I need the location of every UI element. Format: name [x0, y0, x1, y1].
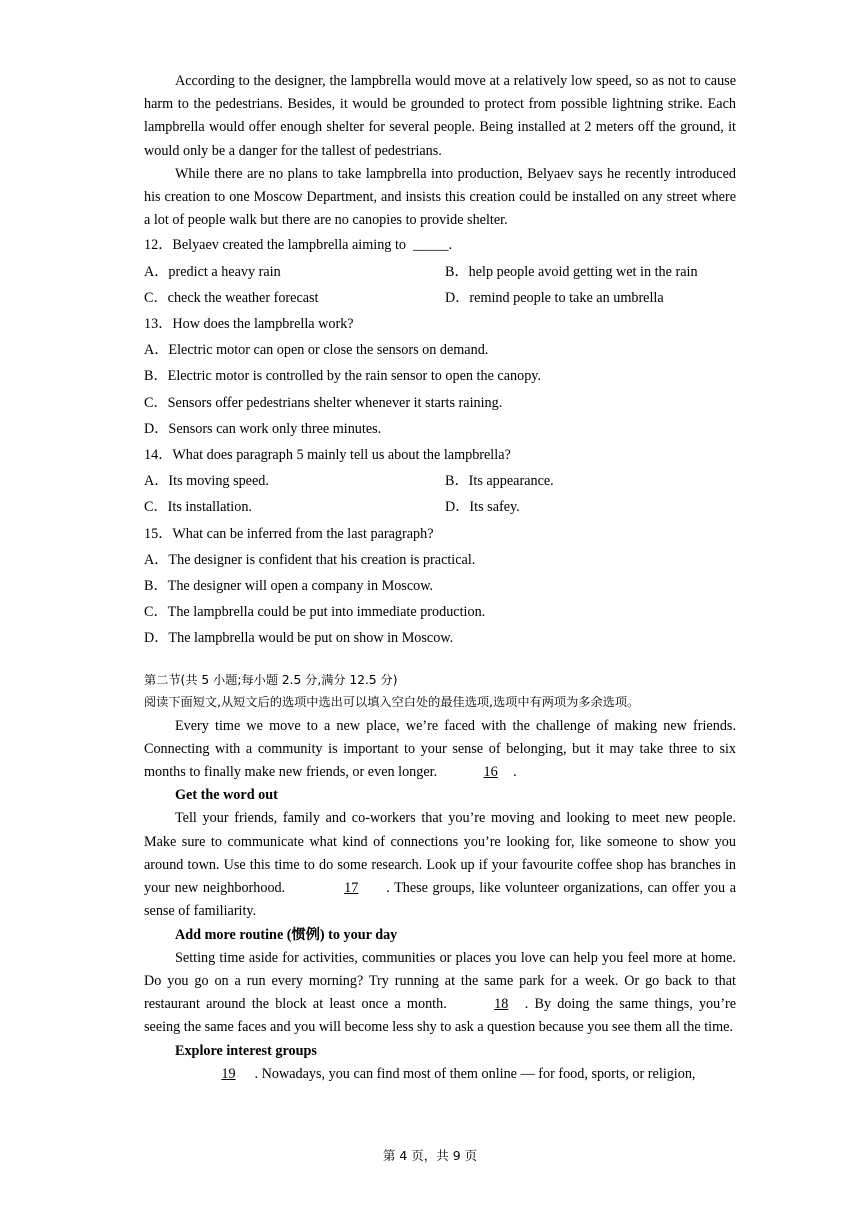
reading-paragraph: While there are no plans to take lampbrella into production, Belyaev says he recently introduced his creation to one Moscow Department, and insists this creation could be installed on any street where a lot of people walk but there are no canopies to provide shelter. — [144, 165, 736, 229]
section-title: 第二节(共 5 小题;每小题 2.5 分,满分 12.5 分) — [144, 672, 398, 687]
option-b: B．Electric motor is controlled by the rain sensor to open the canopy. — [144, 368, 542, 385]
intro-end: . — [513, 764, 517, 781]
blank-16: 16 — [483, 764, 498, 781]
option-d: D．remind people to take an umbrella — [445, 289, 664, 306]
option-c: C．check the weather forecast — [144, 289, 319, 306]
option-b: B．help people avoid getting wet in the rain — [445, 263, 698, 280]
blank-19: 19 — [221, 1065, 236, 1082]
blank-18: 18 — [494, 996, 509, 1013]
option-d: D．Sensors can work only three minutes. — [144, 420, 382, 437]
page-footer: 第 4 页，共 9 页 — [382, 1148, 478, 1163]
paragraph-text: Setting time aside for activities, communities or places you love can help you feel more at home. Do you go on a run every morning? Try running at the same park for a week. Or go back to that restaurant around the block at least once a month. — [144, 949, 736, 1013]
option-a: A．predict a heavy rain — [144, 263, 281, 280]
option-row — [144, 259, 736, 285]
option-c: C．Sensors offer pedestrians shelter whenever it starts raining. — [144, 394, 503, 411]
section-instruction: 阅读下面短文,从短文后的选项中选出可以填入空白处的最佳选项,选项中有两项为多余选项。 — [144, 694, 640, 709]
intro-text: Every time we move to a new place, we’re faced with the challenge of making new friends. Connecting with a community is important to your sense of belonging, but it may take three to six months to finally make new friends, or even longer. — [144, 717, 736, 781]
paragraph-add-routine — [144, 947, 736, 1040]
paragraph-text: Tell your friends, family and co-workers that you’re moving and looking to meet new people. Make sure to communicate what kind of connections you’re looking for, like someone to show you around town. Use this time to do some research. Look up if your favourite coffee shop has branches in your new neighborhood. — [144, 810, 736, 897]
question-stem: 12．Belyaev created the lampbrella aiming to _____. — [144, 237, 453, 254]
section-2 — [144, 669, 736, 1086]
reading-paragraph: According to the designer, the lampbrella would move at a relatively low speed, so as not to cause harm to the pedestrians. Besides, it would be grounded to protect from possible lightning strike. Each lampbrella would offer enough shelter for several people. Being installed at 2 meters off the ground, it would only be a danger for the tallest of pedestrians. — [144, 73, 736, 159]
question-12 — [144, 232, 736, 311]
question-14 — [144, 442, 736, 521]
subheading-get-the-word-out: Get the word out — [175, 787, 278, 804]
question-13 — [144, 311, 736, 442]
option-row — [144, 468, 736, 494]
paragraph-text: . These groups, like volunteer organizations, can offer you a sense of familiarity. — [144, 880, 736, 920]
question-15 — [144, 521, 736, 652]
option-d: D．The lampbrella would be put on show in Moscow. — [144, 630, 454, 647]
paragraph-text: . By doing the same things, you’re seeing the same faces and you will become less shy to ask a question because you see them all the time. — [144, 996, 736, 1036]
document-page — [144, 70, 736, 1086]
option-c: C．Its installation. — [144, 499, 252, 516]
question-stem: 13．How does the lampbrella work? — [144, 316, 354, 333]
paragraph-text: . Nowadays, you can find most of them online — for food, sports, or religion, — [251, 1065, 696, 1082]
paragraph-get-the-word-out — [144, 807, 736, 923]
option-a: A．Its moving speed. — [144, 473, 269, 490]
option-a: A．The designer is confident that his creation is practical. — [144, 551, 476, 568]
paragraph-explore-interest-groups — [144, 1063, 736, 1086]
subheading-explore-interest-groups: Explore interest groups — [175, 1042, 317, 1059]
blank-17: 17 — [344, 880, 359, 897]
intro-paragraph — [144, 715, 736, 785]
subheading-add-routine: Add more routine (惯例) to your day — [175, 926, 398, 943]
option-c: C．The lampbrella could be put into immediate production. — [144, 604, 486, 621]
option-a: A．Electric motor can open or close the sensors on demand. — [144, 342, 489, 359]
question-stem: 15．What can be inferred from the last paragraph? — [144, 525, 434, 542]
option-b: B．The designer will open a company in Moscow. — [144, 578, 434, 595]
option-row — [144, 285, 736, 311]
option-b: B．Its appearance. — [445, 473, 554, 490]
option-row — [144, 494, 736, 520]
option-d: D．Its safey. — [445, 499, 520, 516]
question-stem: 14．What does paragraph 5 mainly tell us about the lampbrella? — [144, 447, 511, 464]
